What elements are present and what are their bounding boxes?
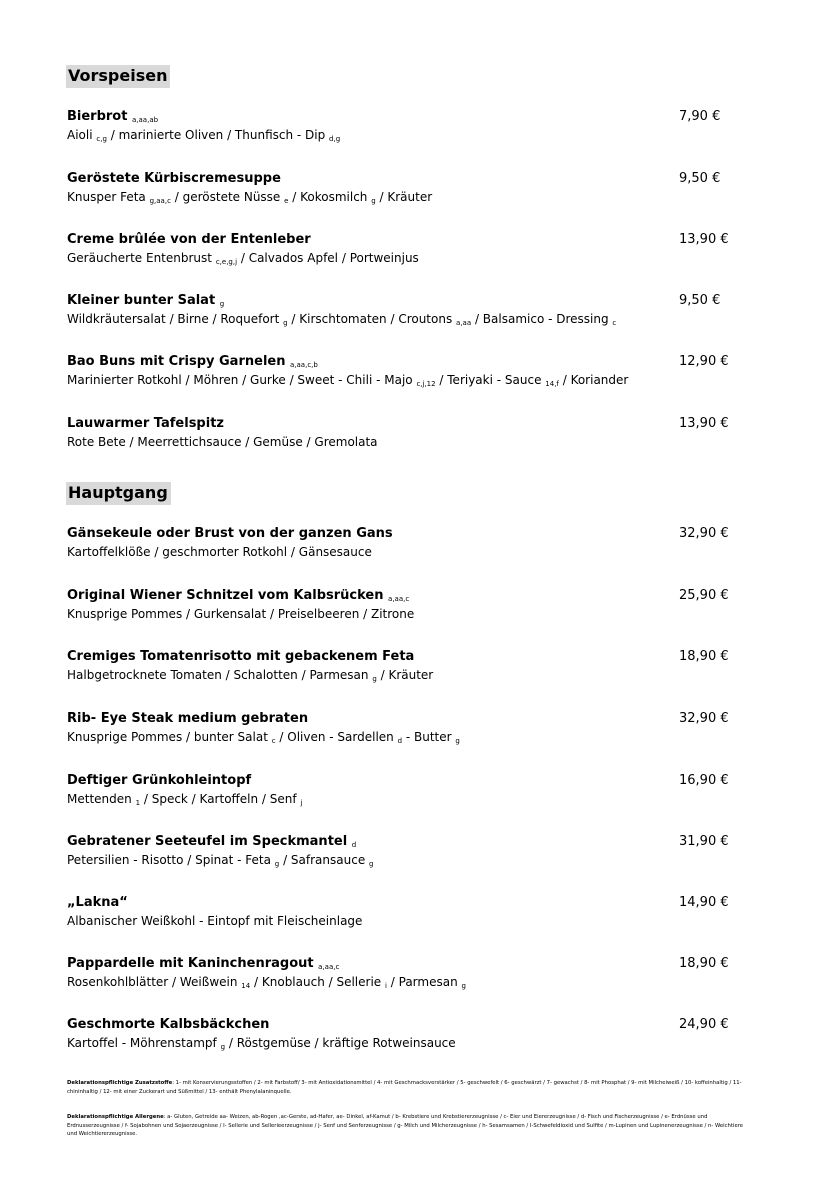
dish-name: Bierbrot xyxy=(67,109,128,124)
dish-name-line xyxy=(67,525,747,543)
dish-name-line xyxy=(67,648,747,666)
menu-item xyxy=(67,108,747,144)
allergen-tag: c xyxy=(612,319,617,327)
dish-name: Cremiges Tomatenrisotto mit gebackenem Feta xyxy=(67,649,415,664)
dish-name-line xyxy=(67,833,747,851)
dish-price: 9,50 € xyxy=(679,293,721,308)
allergen-tag: 14,f xyxy=(545,380,559,388)
allergen-tag: g xyxy=(283,319,288,327)
allergen-tag: g xyxy=(372,675,377,683)
dish-name: Gänsekeule oder Brust von der ganzen Gans xyxy=(67,526,393,541)
dish-description xyxy=(67,852,747,869)
allergen-tag: g xyxy=(274,860,280,868)
allergen-tag: d xyxy=(397,737,403,745)
dish-price: 13,90 € xyxy=(679,232,729,247)
dish-name-line xyxy=(67,710,747,728)
dish-name: Pappardelle mit Kaninchenragout xyxy=(67,956,314,971)
dish-name: Geschmorte Kalbsbäckchen xyxy=(67,1017,270,1032)
dish-price: 31,90 € xyxy=(679,834,729,849)
menu-item xyxy=(67,231,747,267)
description-text: Halbgetrocknete Tomaten / Schalotten / Parmesan xyxy=(67,668,373,682)
dish-name-line xyxy=(67,587,747,605)
description-text: / Koriander xyxy=(558,373,629,387)
allergen-tag: 1 xyxy=(135,799,141,807)
allergen-tag: c xyxy=(271,737,276,745)
menu-item xyxy=(67,292,747,328)
description-text: / Kirschtomaten / Croutons xyxy=(287,312,457,326)
dish-name-line xyxy=(67,894,747,912)
dish-price: 32,90 € xyxy=(679,711,729,726)
dish-name: Gebratener Seeteufel im Speckmantel xyxy=(67,834,348,849)
menu-item xyxy=(67,415,747,451)
dish-price: 18,90 € xyxy=(679,956,729,971)
section-heading-hauptgang: Hauptgang xyxy=(66,482,171,505)
description-text: Knusper Feta xyxy=(67,190,150,204)
additives-label: Deklarationspflichtige Zusatzstoffe xyxy=(67,1080,173,1086)
dish-price: 14,90 € xyxy=(679,895,729,910)
description-text: / Röstgemüse / kräftige Rotweinsauce xyxy=(225,1036,456,1050)
dish-name: Kleiner bunter Salat xyxy=(67,293,216,308)
menu-item xyxy=(67,353,747,389)
menu-item xyxy=(67,710,747,746)
dish-description xyxy=(67,189,747,206)
dish-name-line xyxy=(67,772,747,790)
dish-description xyxy=(67,667,747,684)
dish-name-line xyxy=(67,1016,747,1034)
allergens-text: : a- Gluten, Getreide aa- Weizen, ab-Rogen ,ac-Gerste, ad-Hafer, ae- Dinkel, af-Kamut / b- Krebstiere und Krebstiererzeugnisse / c- Eier und Eiererzeugnisse / d- Fisch und Fischerzeugnisse / e- Erdnüsse und Erdnusserzeugnisse / f- Sojabohnen und Sojaerzeugnisse / I- Sellerie und Sellerieerzeugnisse / j- Senf und Senferzeugnisse / g- Milch und Milcherzeugnisse / h- Sesamsamen / I-Schwefeldioxid und Sulfite / m-Lupinen und Lupinenerzeugnisse / n- Weichtiere und Weichtiererzeugnisse. xyxy=(67,1114,744,1137)
description-text: Geräucherte Entenbrust xyxy=(67,251,216,265)
description-text: Knusprige Pommes / Gurkensalat / Preiselbeeren / Zitrone xyxy=(67,607,415,621)
dish-price: 25,90 € xyxy=(679,588,729,603)
dish-description xyxy=(67,544,747,561)
dish-description xyxy=(67,913,747,930)
dish-description xyxy=(67,250,747,267)
description-text: / Kokosmilch xyxy=(288,190,372,204)
dish-description xyxy=(67,372,747,389)
dish-name: Geröstete Kürbiscremesuppe xyxy=(67,171,281,186)
menu-item xyxy=(67,955,747,991)
menu-item xyxy=(67,587,747,623)
allergen-tag: g xyxy=(219,300,225,308)
description-text: Aioli xyxy=(67,128,97,142)
menu-item xyxy=(67,1016,747,1052)
dish-price: 16,90 € xyxy=(679,773,729,788)
dish-price: 7,90 € xyxy=(679,109,721,124)
description-text: Marinierter Rotkohl / Möhren / Gurke / Sweet - Chili - Majo xyxy=(67,373,417,387)
additives-text: : 1- mit Konservierungsstoffen / 2- mit Farbstoff/ 3- mit Antioxidationsmittel / 4- mit Geschmacksverstärker / 5- geschwefelt / 6- geschwärzt / 7- gewachst / 8- mit Phosphat / 9- mit Milcheiweiß / 10- koffeinhaltig / 11- chininhaltig / 12- mit einer Zuckerart und Süßmittel / 13- enthält Phenylalaninquelle. xyxy=(67,1080,742,1095)
dish-name-line xyxy=(67,170,747,188)
dish-description xyxy=(67,606,747,623)
description-text: / Teriyaki - Sauce xyxy=(435,373,546,387)
dish-name: Deftiger Grünkohleintopf xyxy=(67,773,252,788)
dish-price: 12,90 € xyxy=(679,354,729,369)
dish-description xyxy=(67,791,747,808)
allergen-tag: c,e,g,j xyxy=(215,258,238,266)
description-text: / Balsamico - Dressing xyxy=(471,312,613,326)
dish-description xyxy=(67,127,747,144)
dish-description xyxy=(67,311,747,328)
dish-description xyxy=(67,729,747,746)
allergen-tag: a,aa,c xyxy=(388,595,410,603)
allergen-tag: a,aa,c xyxy=(318,963,340,971)
description-text: / Speck / Kartoffeln / Senf xyxy=(140,792,301,806)
allergen-tag: d xyxy=(351,841,357,849)
menu-item xyxy=(67,170,747,206)
allergens-note xyxy=(67,1113,747,1139)
allergen-tag: g,aa,c xyxy=(149,197,171,205)
dish-name-line xyxy=(67,955,747,973)
menu-item xyxy=(67,525,747,561)
menu-item xyxy=(67,833,747,869)
allergen-tag: a,aa,c,b xyxy=(290,361,318,369)
allergen-tag: c,g xyxy=(96,135,107,143)
dish-description xyxy=(67,974,747,991)
dish-description xyxy=(67,434,747,451)
description-text: Albanischer Weißkohl - Eintopf mit Fleischeinlage xyxy=(67,914,363,928)
description-text: Wildkräutersalat / Birne / Roquefort xyxy=(67,312,284,326)
allergen-tag: a,aa,ab xyxy=(132,116,159,124)
menu-item xyxy=(67,648,747,684)
allergen-tag: g xyxy=(461,982,466,990)
description-text: Kartoffelklöße / geschmorter Rotkohl / Gänsesauce xyxy=(67,545,372,559)
dish-name: Bao Buns mit Crispy Garnelen xyxy=(67,354,286,369)
additives-note xyxy=(67,1079,747,1096)
dish-price: 24,90 € xyxy=(679,1017,729,1032)
allergen-tag: g xyxy=(455,737,460,745)
dish-name-line xyxy=(67,231,747,249)
description-text: Rote Bete / Meerrettichsauce / Gemüse / Gremolata xyxy=(67,435,378,449)
section-heading-vorspeisen: Vorspeisen xyxy=(66,65,170,88)
dish-name-line xyxy=(67,415,747,433)
dish-description xyxy=(67,1035,747,1052)
allergen-tag: j xyxy=(300,799,303,807)
description-text: Mettenden xyxy=(67,792,136,806)
dish-name: Original Wiener Schnitzel vom Kalbsrücken xyxy=(67,588,384,603)
description-text: / Safransauce xyxy=(279,853,370,867)
description-text: Rosenkohlblätter / Weißwein xyxy=(67,975,242,989)
allergen-tag: d,g xyxy=(329,135,341,143)
allergen-tag: g xyxy=(220,1043,226,1051)
description-text: / Calvados Apfel / Portweinjus xyxy=(237,251,419,265)
dish-name: Creme brûlée von der Entenleber xyxy=(67,232,311,247)
menu-item xyxy=(67,894,747,930)
description-text: / Knoblauch / Sellerie xyxy=(250,975,385,989)
description-text: Petersilien - Risotto / Spinat - Feta xyxy=(67,853,275,867)
dish-name-line xyxy=(67,108,747,126)
allergen-tag: 14 xyxy=(241,982,251,990)
dish-name-line xyxy=(67,353,747,371)
dish-price: 13,90 € xyxy=(679,416,729,431)
description-text: / Oliven - Sardellen xyxy=(275,730,398,744)
dish-name-line xyxy=(67,292,747,310)
description-text: Kartoffel - Möhrenstampf xyxy=(67,1036,221,1050)
allergen-tag: c,j,12 xyxy=(416,380,436,388)
dish-price: 9,50 € xyxy=(679,171,721,186)
allergen-tag: g xyxy=(369,860,374,868)
dish-name: „Lakna“ xyxy=(67,895,128,910)
dish-price: 32,90 € xyxy=(679,526,729,541)
allergen-tag: g xyxy=(371,197,376,205)
menu-item xyxy=(67,772,747,808)
allergen-tag: a,aa xyxy=(456,319,472,327)
description-text: / marinierte Oliven / Thunfisch - Dip xyxy=(106,128,330,142)
description-text: / Kräuter xyxy=(375,190,433,204)
allergens-label: Deklarationspflichtige Allergene xyxy=(67,1114,164,1120)
allergen-tag: e xyxy=(284,197,289,205)
description-text: / Kräuter xyxy=(376,668,434,682)
dish-name: Rib- Eye Steak medium gebraten xyxy=(67,711,309,726)
description-text: / geröstete Nüsse xyxy=(170,190,285,204)
allergen-tag: i xyxy=(385,982,387,990)
description-text: / Parmesan xyxy=(386,975,462,989)
dish-price: 18,90 € xyxy=(679,649,729,664)
description-text: Knusprige Pommes / bunter Salat xyxy=(67,730,272,744)
dish-name: Lauwarmer Tafelspitz xyxy=(67,416,224,431)
description-text: - Butter xyxy=(402,730,456,744)
